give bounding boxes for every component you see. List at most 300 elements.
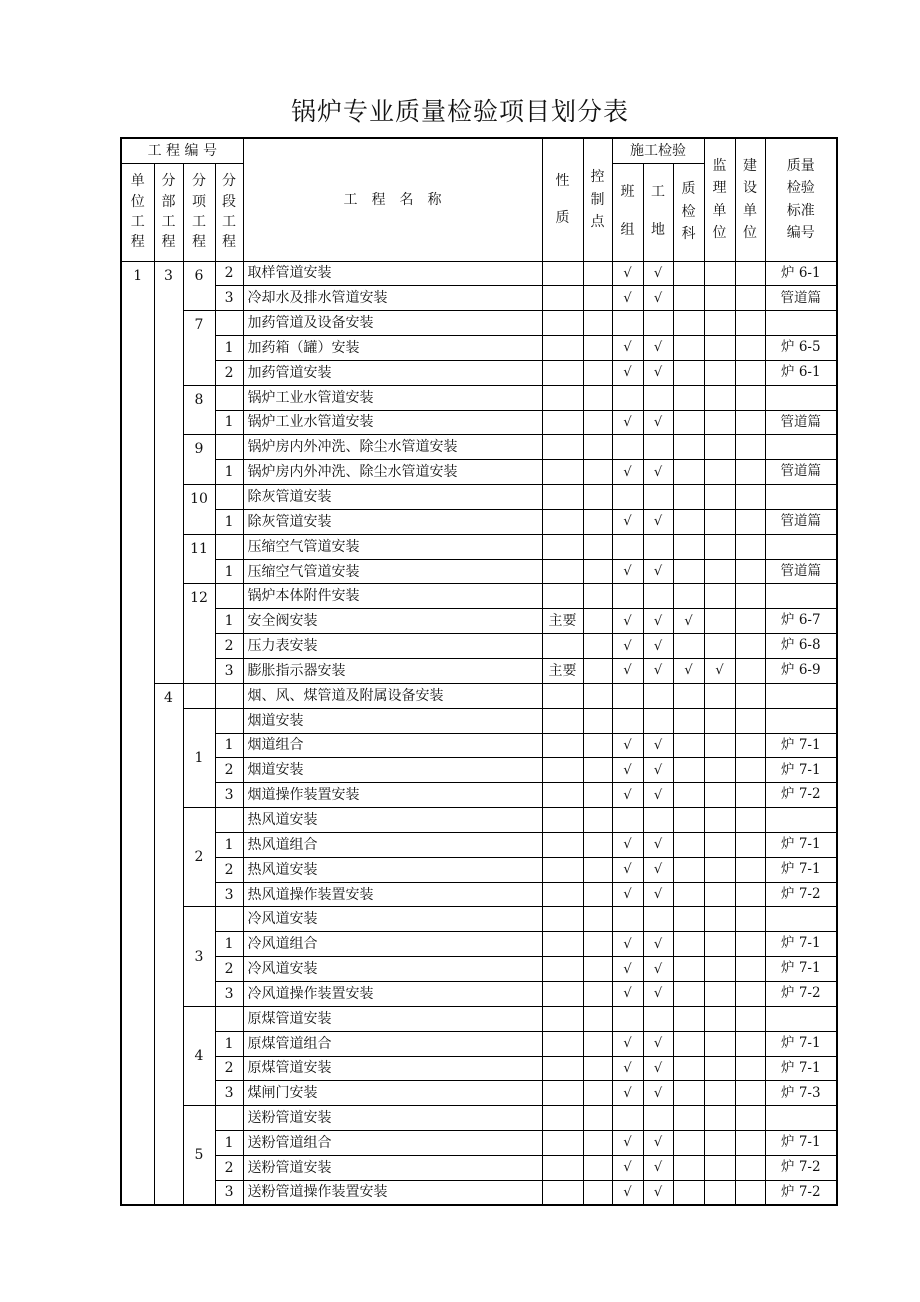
project-name-cell: 压缩空气管道安装	[243, 534, 542, 559]
qc-check-cell	[673, 261, 704, 286]
site-check-cell: √	[643, 857, 673, 882]
nature-cell	[542, 1006, 583, 1031]
site-check-cell	[643, 808, 673, 833]
nature-cell	[542, 1106, 583, 1131]
nature-cell	[542, 410, 583, 435]
section-code-cell: 1	[215, 559, 243, 584]
standard-code-cell	[765, 311, 837, 336]
site-check-cell: √	[643, 336, 673, 361]
qc-check-cell	[673, 1106, 704, 1131]
section-code-cell	[215, 385, 243, 410]
team-check-cell	[612, 1106, 643, 1131]
section-code-cell: 1	[215, 932, 243, 957]
site-check-cell: √	[643, 659, 673, 684]
qc-check-cell	[673, 485, 704, 510]
nature-cell	[542, 385, 583, 410]
team-check-cell: √	[612, 1081, 643, 1106]
site-check-cell: √	[643, 509, 673, 534]
site-check-cell: √	[643, 609, 673, 634]
standard-code-cell: 炉 7-1	[765, 1031, 837, 1056]
qc-check-cell	[673, 435, 704, 460]
owner-check-cell	[735, 360, 765, 385]
table-row	[121, 559, 837, 584]
project-name-cell: 冷风道操作装置安装	[243, 981, 542, 1006]
section-code-cell	[215, 708, 243, 733]
table-row	[121, 509, 837, 534]
supervisor-check-cell	[704, 932, 735, 957]
qc-check-cell	[673, 1131, 704, 1156]
site-check-cell: √	[643, 758, 673, 783]
site-check-cell	[643, 1006, 673, 1031]
nature-cell	[542, 957, 583, 982]
control-point-cell	[583, 882, 612, 907]
team-check-cell: √	[612, 659, 643, 684]
nature-cell	[542, 1056, 583, 1081]
team-check-cell: √	[612, 609, 643, 634]
site-check-cell	[643, 584, 673, 609]
team-check-cell	[612, 708, 643, 733]
supervisor-check-cell	[704, 311, 735, 336]
control-point-cell	[583, 460, 612, 485]
table-row	[121, 1006, 837, 1031]
section-code-cell: 1	[215, 832, 243, 857]
header-inspection-group: 施工检验	[612, 138, 704, 163]
control-point-cell	[583, 783, 612, 808]
team-check-cell: √	[612, 460, 643, 485]
qc-check-cell	[673, 509, 704, 534]
section-code-cell: 1	[215, 609, 243, 634]
qc-check-cell	[673, 410, 704, 435]
section-code-cell: 2	[215, 634, 243, 659]
standard-code-cell: 炉 6-1	[765, 360, 837, 385]
project-name-cell: 热风道安装	[243, 857, 542, 882]
nature-cell	[542, 1155, 583, 1180]
section-code-cell: 2	[215, 360, 243, 385]
control-point-cell	[583, 1006, 612, 1031]
project-name-cell: 烟道组合	[243, 733, 542, 758]
project-name-cell: 热风道安装	[243, 808, 542, 833]
section-code-cell: 3	[215, 783, 243, 808]
owner-check-cell	[735, 559, 765, 584]
owner-check-cell	[735, 932, 765, 957]
team-check-cell: √	[612, 1056, 643, 1081]
team-check-cell: √	[612, 981, 643, 1006]
owner-check-cell	[735, 957, 765, 982]
supervisor-check-cell	[704, 410, 735, 435]
project-name-cell: 冷风道安装	[243, 957, 542, 982]
control-point-cell	[583, 932, 612, 957]
section-code-cell: 3	[215, 286, 243, 311]
subitem-code-cell	[183, 683, 215, 708]
subitem-code-cell: 3	[183, 907, 215, 1006]
project-name-cell: 锅炉房内外冲洗、除尘水管道安装	[243, 435, 542, 460]
table-row	[121, 584, 837, 609]
section-code-cell: 3	[215, 1081, 243, 1106]
subitem-code-cell: 5	[183, 1106, 215, 1205]
nature-cell	[542, 808, 583, 833]
supervisor-check-cell	[704, 783, 735, 808]
team-check-cell: √	[612, 932, 643, 957]
owner-check-cell	[735, 708, 765, 733]
standard-code-cell: 炉 7-1	[765, 832, 837, 857]
owner-check-cell	[735, 435, 765, 460]
team-check-cell	[612, 584, 643, 609]
supervisor-check-cell	[704, 1031, 735, 1056]
site-check-cell	[643, 708, 673, 733]
table-row	[121, 261, 837, 286]
owner-check-cell	[735, 783, 765, 808]
owner-check-cell	[735, 882, 765, 907]
table-row	[121, 460, 837, 485]
section-code-cell: 1	[215, 733, 243, 758]
qc-check-cell	[673, 634, 704, 659]
team-check-cell	[612, 385, 643, 410]
section-code-cell: 2	[215, 758, 243, 783]
supervisor-check-cell	[704, 634, 735, 659]
supervisor-check-cell	[704, 336, 735, 361]
site-check-cell: √	[643, 559, 673, 584]
nature-cell	[542, 932, 583, 957]
owner-check-cell	[735, 1131, 765, 1156]
nature-cell	[542, 261, 583, 286]
nature-cell	[542, 733, 583, 758]
project-name-cell: 冷风道组合	[243, 932, 542, 957]
table-row	[121, 385, 837, 410]
header-team: 班组	[612, 163, 643, 261]
site-check-cell	[643, 907, 673, 932]
owner-check-cell	[735, 832, 765, 857]
table-row	[121, 634, 837, 659]
table-row	[121, 609, 837, 634]
standard-code-cell	[765, 385, 837, 410]
project-name-cell: 压缩空气管道安装	[243, 559, 542, 584]
header-division: 分部工程	[154, 163, 183, 261]
control-point-cell	[583, 336, 612, 361]
supervisor-check-cell	[704, 733, 735, 758]
site-check-cell: √	[643, 783, 673, 808]
project-name-cell: 除灰管道安装	[243, 485, 542, 510]
qc-check-cell	[673, 559, 704, 584]
table-row	[121, 1180, 837, 1205]
team-check-cell: √	[612, 360, 643, 385]
control-point-cell	[583, 957, 612, 982]
site-check-cell: √	[643, 634, 673, 659]
supervisor-check-cell	[704, 857, 735, 882]
project-name-cell: 烟道安装	[243, 758, 542, 783]
project-name-cell: 锅炉本体附件安装	[243, 584, 542, 609]
supervisor-check-cell	[704, 981, 735, 1006]
table-row	[121, 733, 837, 758]
standard-code-cell: 炉 7-2	[765, 882, 837, 907]
team-check-cell	[612, 534, 643, 559]
supervisor-check-cell	[704, 1056, 735, 1081]
section-code-cell: 2	[215, 957, 243, 982]
nature-cell	[542, 534, 583, 559]
supervisor-check-cell	[704, 360, 735, 385]
section-code-cell: 3	[215, 1180, 243, 1205]
team-check-cell	[612, 1006, 643, 1031]
control-point-cell	[583, 1131, 612, 1156]
supervisor-check-cell	[704, 261, 735, 286]
section-code-cell	[215, 1006, 243, 1031]
owner-check-cell	[735, 659, 765, 684]
qc-check-cell	[673, 1180, 704, 1205]
standard-code-cell: 炉 7-2	[765, 783, 837, 808]
site-check-cell	[643, 534, 673, 559]
owner-check-cell	[735, 311, 765, 336]
qc-check-cell	[673, 584, 704, 609]
table-row	[121, 1031, 837, 1056]
section-code-cell	[215, 534, 243, 559]
section-code-cell	[215, 311, 243, 336]
nature-cell	[542, 708, 583, 733]
owner-check-cell	[735, 1106, 765, 1131]
nature-cell	[542, 1081, 583, 1106]
nature-cell	[542, 460, 583, 485]
control-point-cell	[583, 733, 612, 758]
table-row	[121, 659, 837, 684]
nature-cell	[542, 509, 583, 534]
section-code-cell: 3	[215, 882, 243, 907]
team-check-cell: √	[612, 336, 643, 361]
owner-check-cell	[735, 907, 765, 932]
standard-code-cell	[765, 1006, 837, 1031]
section-code-cell: 1	[215, 410, 243, 435]
standard-code-cell: 炉 7-1	[765, 758, 837, 783]
project-name-cell: 原煤管道安装	[243, 1056, 542, 1081]
table-row	[121, 783, 837, 808]
qc-check-cell	[673, 932, 704, 957]
standard-code-cell: 炉 6-1	[765, 261, 837, 286]
control-point-cell	[583, 261, 612, 286]
owner-check-cell	[735, 1006, 765, 1031]
table-row	[121, 758, 837, 783]
qc-check-cell: √	[673, 609, 704, 634]
standard-code-cell: 炉 7-3	[765, 1081, 837, 1106]
qc-check-cell	[673, 460, 704, 485]
header-supervisor: 监理单位	[704, 138, 735, 261]
section-code-cell: 1	[215, 509, 243, 534]
owner-check-cell	[735, 286, 765, 311]
site-check-cell: √	[643, 460, 673, 485]
owner-check-cell	[735, 808, 765, 833]
header-control-point: 控制点	[583, 138, 612, 261]
nature-cell	[542, 882, 583, 907]
project-name-cell: 冷却水及排水管道安装	[243, 286, 542, 311]
subitem-code-cell: 6	[183, 261, 215, 311]
site-check-cell	[643, 435, 673, 460]
control-point-cell	[583, 1056, 612, 1081]
site-check-cell: √	[643, 286, 673, 311]
header-nature: 性质	[542, 138, 583, 261]
section-code-cell: 2	[215, 857, 243, 882]
supervisor-check-cell	[704, 1155, 735, 1180]
table-row	[121, 832, 837, 857]
project-name-cell: 送粉管道安装	[243, 1106, 542, 1131]
control-point-cell	[583, 758, 612, 783]
section-code-cell: 2	[215, 1155, 243, 1180]
document-title: 锅炉专业质量检验项目划分表	[290, 97, 629, 126]
team-check-cell	[612, 808, 643, 833]
section-code-cell	[215, 485, 243, 510]
qc-check-cell	[673, 1056, 704, 1081]
project-name-cell: 锅炉工业水管道安装	[243, 385, 542, 410]
project-name-cell: 送粉管道操作装置安装	[243, 1180, 542, 1205]
control-point-cell	[583, 1031, 612, 1056]
nature-cell	[542, 1180, 583, 1205]
table-row	[121, 857, 837, 882]
header-subitem: 分项工程	[183, 163, 215, 261]
standard-code-cell	[765, 584, 837, 609]
control-point-cell	[583, 981, 612, 1006]
standard-code-cell: 炉 7-1	[765, 932, 837, 957]
control-point-cell	[583, 857, 612, 882]
project-name-cell: 锅炉房内外冲洗、除尘水管道安装	[243, 460, 542, 485]
project-name-cell: 加药管道及设备安装	[243, 311, 542, 336]
project-name-cell: 锅炉工业水管道安装	[243, 410, 542, 435]
section-code-cell: 1	[215, 1131, 243, 1156]
standard-code-cell: 炉 6-8	[765, 634, 837, 659]
qc-check-cell	[673, 286, 704, 311]
control-point-cell	[583, 435, 612, 460]
standard-code-cell: 炉 6-9	[765, 659, 837, 684]
team-check-cell: √	[612, 758, 643, 783]
project-name-cell: 送粉管道组合	[243, 1131, 542, 1156]
control-point-cell	[583, 360, 612, 385]
owner-check-cell	[735, 857, 765, 882]
team-check-cell: √	[612, 286, 643, 311]
owner-check-cell	[735, 1031, 765, 1056]
qc-check-cell	[673, 534, 704, 559]
control-point-cell	[583, 534, 612, 559]
project-name-cell: 原煤管道组合	[243, 1031, 542, 1056]
subitem-code-cell: 10	[183, 485, 215, 535]
nature-cell	[542, 435, 583, 460]
standard-code-cell	[765, 435, 837, 460]
nature-cell	[542, 1131, 583, 1156]
supervisor-check-cell	[704, 1131, 735, 1156]
site-check-cell: √	[643, 932, 673, 957]
supervisor-check-cell	[704, 1081, 735, 1106]
subitem-code-cell: 9	[183, 435, 215, 485]
standard-code-cell: 炉 7-1	[765, 1056, 837, 1081]
supervisor-check-cell	[704, 460, 735, 485]
qc-check-cell	[673, 832, 704, 857]
site-check-cell: √	[643, 360, 673, 385]
standard-code-cell	[765, 708, 837, 733]
site-check-cell: √	[643, 733, 673, 758]
site-check-cell	[643, 311, 673, 336]
qc-check-cell	[673, 360, 704, 385]
owner-check-cell	[735, 683, 765, 708]
control-point-cell	[583, 683, 612, 708]
control-point-cell	[583, 559, 612, 584]
control-point-cell	[583, 708, 612, 733]
nature-cell: 主要	[542, 659, 583, 684]
team-check-cell: √	[612, 882, 643, 907]
supervisor-check-cell	[704, 559, 735, 584]
table-row	[121, 534, 837, 559]
project-name-cell: 送粉管道安装	[243, 1155, 542, 1180]
owner-check-cell	[735, 509, 765, 534]
owner-check-cell	[735, 609, 765, 634]
control-point-cell	[583, 1106, 612, 1131]
standard-code-cell: 管道篇	[765, 509, 837, 534]
team-check-cell: √	[612, 1131, 643, 1156]
site-check-cell	[643, 1106, 673, 1131]
nature-cell	[542, 1031, 583, 1056]
control-point-cell	[583, 907, 612, 932]
supervisor-check-cell	[704, 286, 735, 311]
project-name-cell: 烟道操作装置安装	[243, 783, 542, 808]
owner-check-cell	[735, 634, 765, 659]
project-name-cell: 热风道操作装置安装	[243, 882, 542, 907]
supervisor-check-cell	[704, 584, 735, 609]
project-name-cell: 取样管道安装	[243, 261, 542, 286]
project-name-cell: 煤闸门安装	[243, 1081, 542, 1106]
control-point-cell	[583, 584, 612, 609]
subitem-code-cell: 4	[183, 1006, 215, 1105]
owner-check-cell	[735, 385, 765, 410]
nature-cell	[542, 584, 583, 609]
standard-code-cell: 炉 7-1	[765, 733, 837, 758]
section-code-cell	[215, 1106, 243, 1131]
site-check-cell: √	[643, 957, 673, 982]
table-row	[121, 808, 837, 833]
nature-cell: 主要	[542, 609, 583, 634]
supervisor-check-cell	[704, 758, 735, 783]
supervisor-check-cell	[704, 509, 735, 534]
qc-check-cell	[673, 336, 704, 361]
qc-check-cell	[673, 857, 704, 882]
supervisor-check-cell	[704, 683, 735, 708]
standard-code-cell	[765, 683, 837, 708]
table-row	[121, 410, 837, 435]
table-row	[121, 360, 837, 385]
owner-check-cell	[735, 485, 765, 510]
supervisor-check-cell	[704, 1180, 735, 1205]
header-code-group: 工 程 编 号	[121, 138, 243, 163]
owner-check-cell	[735, 1081, 765, 1106]
section-code-cell	[215, 683, 243, 708]
qc-check-cell	[673, 385, 704, 410]
supervisor-check-cell	[704, 609, 735, 634]
owner-check-cell	[735, 1180, 765, 1205]
nature-cell	[542, 981, 583, 1006]
table-row	[121, 485, 837, 510]
nature-cell	[542, 758, 583, 783]
standard-code-cell: 管道篇	[765, 559, 837, 584]
table-row	[121, 907, 837, 932]
standard-code-cell: 管道篇	[765, 460, 837, 485]
qc-check-cell	[673, 1155, 704, 1180]
qc-check-cell	[673, 783, 704, 808]
owner-check-cell	[735, 1056, 765, 1081]
division-code-cell: 4	[154, 683, 183, 1205]
control-point-cell	[583, 509, 612, 534]
nature-cell	[542, 286, 583, 311]
site-check-cell: √	[643, 261, 673, 286]
table-row	[121, 932, 837, 957]
site-check-cell	[643, 385, 673, 410]
table-row	[121, 882, 837, 907]
supervisor-check-cell	[704, 485, 735, 510]
owner-check-cell	[735, 584, 765, 609]
team-check-cell: √	[612, 1155, 643, 1180]
control-point-cell	[583, 311, 612, 336]
nature-cell	[542, 783, 583, 808]
standard-code-cell: 炉 6-5	[765, 336, 837, 361]
